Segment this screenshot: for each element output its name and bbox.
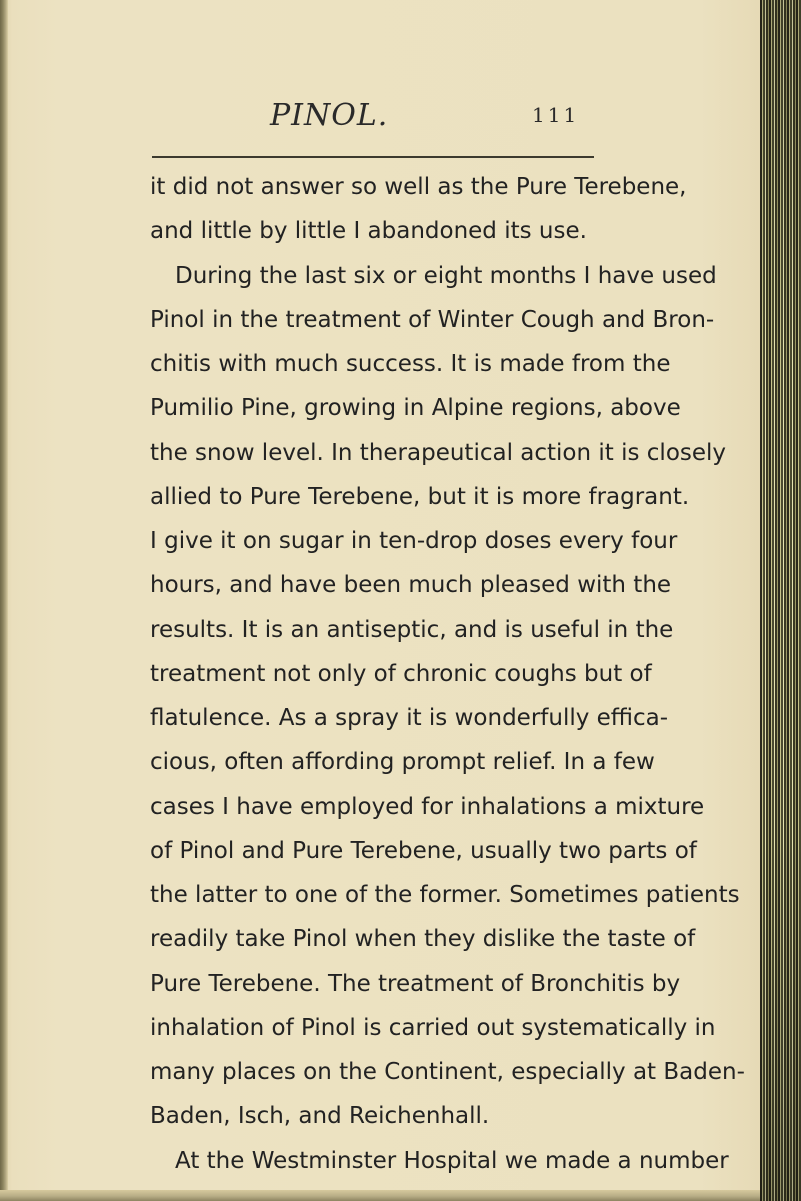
page-left-edge (0, 0, 8, 1201)
text-line: of Pinol and Pure Terebene, usually two parts of (150, 837, 697, 864)
running-title: PINOL. (270, 98, 389, 133)
text-line: and little by little I abandoned its use. (150, 218, 587, 245)
text-line: hours, and have been much pleased with the (150, 572, 672, 599)
page-bottom-edge (0, 1190, 760, 1201)
text-line: cious, often affording prompt relief. In a few (150, 749, 655, 776)
binding-shadow (760, 0, 801, 1201)
text-line: the latter to one of the former. Sometimes patients (150, 882, 740, 908)
body-text (150, 165, 745, 1183)
text-line: At the Westminster Hospital we made a number (175, 1147, 729, 1174)
text-line: cases I have employed for inhalations a mixture (150, 793, 705, 820)
text-line: treatment not only of chronic coughs but of (150, 660, 652, 687)
text-line: Pinol in the treatment of Winter Cough and Bron- (150, 306, 715, 333)
text-line: readily take Pinol when they dislike the taste of (150, 926, 696, 953)
text-line: Pure Terebene. The treatment of Bronchitis by (150, 970, 681, 997)
running-head (120, 98, 600, 138)
page-number: 111 (532, 103, 580, 127)
text-line: Pumilio Pine, growing in Alpine regions, above (150, 395, 681, 422)
text-line: flatulence. As a spray it is wonderfully effica- (150, 705, 669, 731)
text-line: inhalation of Pinol is carried out systematically in (150, 1014, 716, 1041)
text-line: results. It is an antiseptic, and is useful in the (150, 616, 674, 643)
text-line: allied to Pure Terebene, but it is more fragrant. (150, 483, 690, 510)
text-line: I give it on sugar in ten-drop doses every four (150, 528, 678, 554)
header-rule (152, 156, 594, 158)
text-line: many places on the Continent, especially at Baden- (150, 1059, 745, 1085)
text-line: it did not answer so well as the Pure Terebene, (150, 174, 687, 200)
text-line: chitis with much success. It is made from the (150, 351, 671, 377)
text-line: the snow level. In therapeutical action it is closely (150, 439, 727, 466)
text-line: During the last six or eight months I have used (175, 262, 717, 289)
text-line: Baden, Isch, and Reichenhall. (150, 1103, 490, 1130)
